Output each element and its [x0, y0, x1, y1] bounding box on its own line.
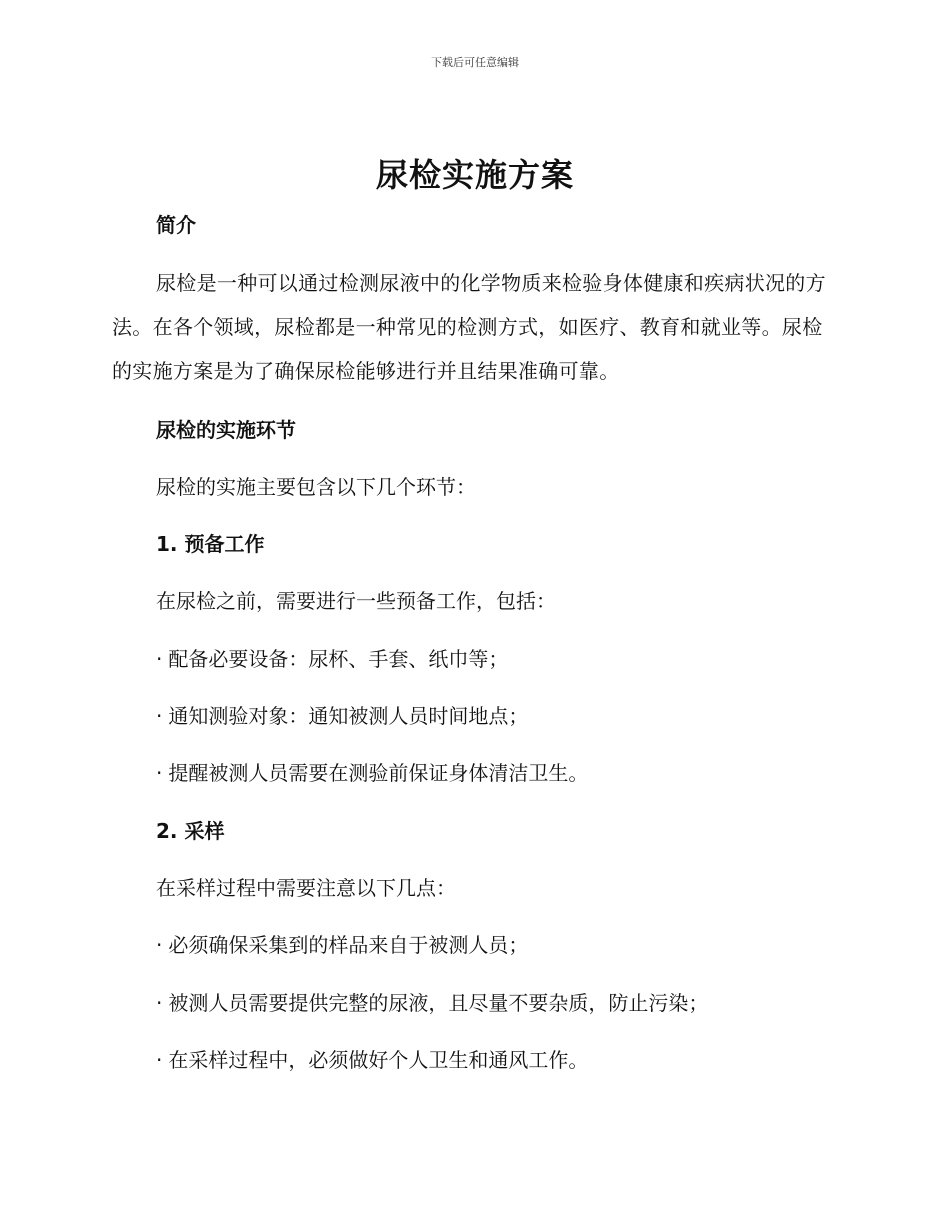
sampling-paragraph: 在采样过程中需要注意以下几点：	[156, 876, 456, 900]
intro-paragraph: 尿检是一种可以通过检测尿液中的化学物质来检验身体健康和疾病状况的方法。在各个领域，尿检都是一种常见的检测方式，如医疗、教育和就业等。尿检的实施方案是为了确保尿检能够进行并且结果准确可靠。	[112, 271, 826, 383]
preparation-paragraph: 在尿检之前，需要进行一些预备工作，包括：	[156, 589, 556, 613]
list-item-text: 在采样过程中，必须做好个人卫生和通风工作。	[168, 1048, 589, 1072]
list-item-text: 必须确保采集到的样品来自于被测人员；	[168, 933, 529, 957]
list-item-text: 通知测验对象：通知被测人员时间地点；	[168, 704, 529, 728]
list-item	[156, 987, 708, 1016]
bullet-dot: ·	[156, 991, 163, 1015]
list-item	[156, 929, 528, 958]
bullet-dot: ·	[156, 761, 163, 785]
list-item-text: 提醒被测人员需要在测验前保证身体清洁卫生。	[168, 761, 589, 785]
list-item-text: 被测人员需要提供完整的尿液，且尽量不要杂质，防止污染；	[168, 991, 709, 1015]
heading-steps: 尿检的实施环节	[156, 418, 296, 442]
bullet-dot: ·	[156, 704, 163, 728]
bullet-dot: ·	[156, 647, 163, 671]
list-item	[156, 1044, 588, 1073]
heading-intro: 简介	[156, 213, 196, 237]
heading-sampling: 2. 采样	[156, 819, 225, 843]
list-item-text: 配备必要设备：尿杯、手套、纸巾等；	[168, 647, 509, 671]
steps-paragraph: 尿检的实施主要包含以下几个环节：	[156, 475, 476, 499]
bullet-dot: ·	[156, 933, 163, 957]
list-item	[156, 643, 508, 672]
heading-preparation: 1. 预备工作	[156, 532, 265, 556]
list-item	[156, 700, 528, 729]
header-note: 下载后可任意编辑	[431, 56, 519, 69]
document-title: 尿检实施方案	[375, 156, 574, 194]
bullet-dot: ·	[156, 1048, 163, 1072]
list-item	[156, 757, 588, 786]
